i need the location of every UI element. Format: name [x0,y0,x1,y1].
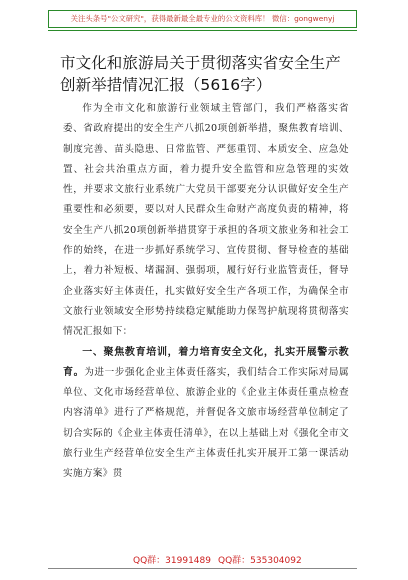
footer [0,553,408,567]
footer-divider [48,568,357,569]
intro-paragraph: 作为全市文化和旅游行业领域主管部门，我们严格落实省委、省政府提出的安全生产八抓20项创新举措，聚焦教育培训、制度完善、苗头隐患、日常监管、严惩重罚、本质安全、应急处置、社会共治重点方面，着力提升安全监管和应急管理的实效性，并要求文旅行业系统广大党员干部要充分认识做好安全生产重要性和必须要，要以对人民群众生命财产高度负责的精神，将安全生产八抓20项创新举措贯穿于承担的各项文旅业务和社会工作的始终，在进一步抓好系统学习、宣传贯彻、督导检查的基础上，着力补短板、堵漏洞、强弱项，履行好行业监管责任，督导企业落实好主体责任，扎实做好安全生产各项工作，为确保全市文旅行业领域安全形势持续稳定赋能助力保驾护航现将贯彻落实情况汇报如下： [63,103,349,338]
document-title [60,52,360,96]
section-1-paragraph [63,343,349,485]
document-body [63,99,349,485]
header-banner: 关注头条号"公文研究"，获得最新最全最专业的公文资料库！ 微信：gongwenyj [48,10,357,28]
section-1-heading: 一、聚焦教育培训，着力培育安全文化，扎实开展警示教育。 [63,346,349,378]
footer-qq-group-1: QQ群：31991489 [133,556,211,566]
section-1-text: 为进一步强化企业主体责任落实，我们结合工作实际对局属单位、文化市场经营单位、旅游企业的《企业主体责任重点检查内容清单》进行了严格规范，并督促各文旅市场经营单位制定了切合实际的《企业主体责任清单》，在以上基础上对《强化全市文旅行业生产经营单位安全生产主体责任扎实开展开工第一课活动实施方案》贯 [63,366,349,480]
header-divider [48,30,357,31]
footer-qq-group-2: QQ群：535304092 [218,556,302,566]
title-line-2: 创新举措情况汇报（5616字） [60,76,272,94]
title-line-1: 市文化和旅游局关于贯彻落实省安全生产 [60,54,341,72]
